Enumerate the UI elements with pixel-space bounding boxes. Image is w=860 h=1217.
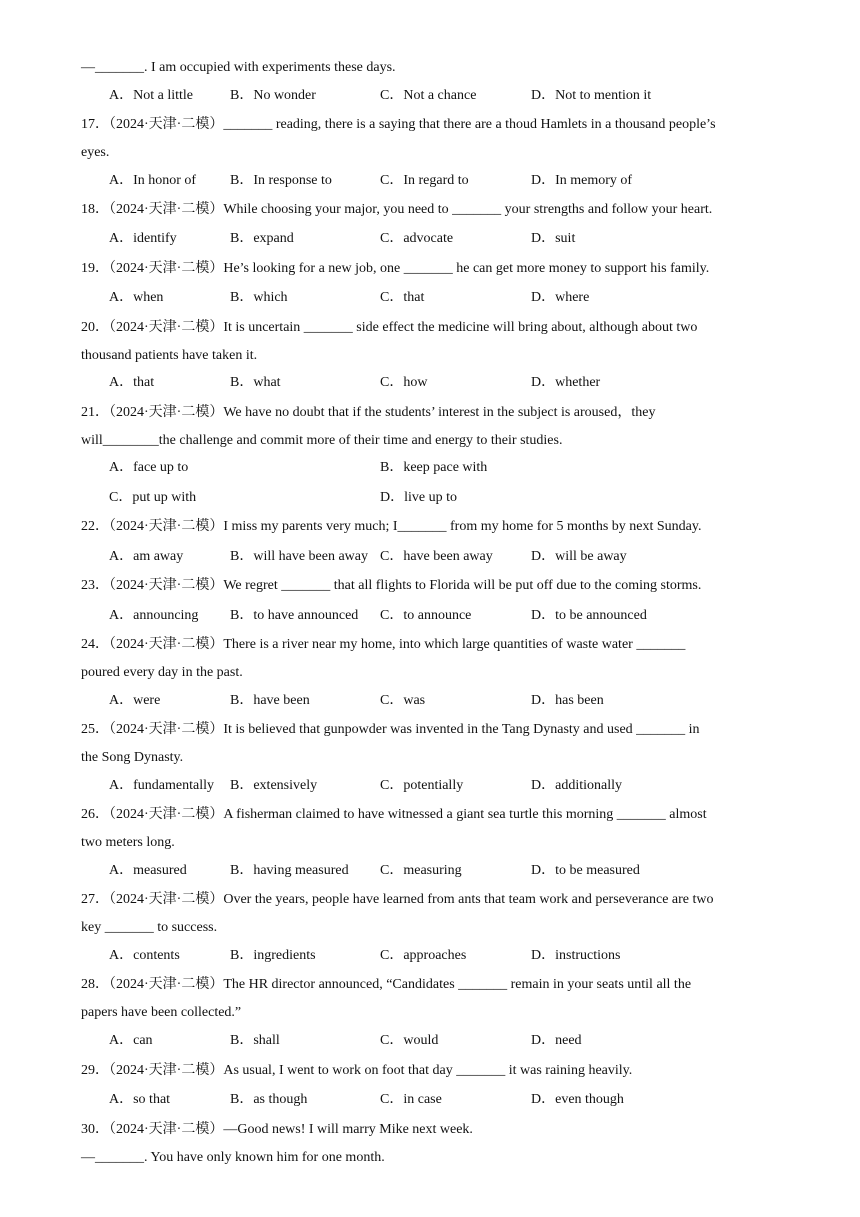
option-a: A．so that bbox=[109, 1092, 171, 1107]
option-b: B．what bbox=[230, 375, 281, 390]
option-c: C．In regard to bbox=[380, 173, 469, 188]
option-a: A．contents bbox=[109, 948, 180, 963]
option-a: A．am away bbox=[109, 549, 184, 564]
question-source: （2024·天津·二模） bbox=[109, 320, 224, 335]
option-d: D．even though bbox=[531, 1092, 624, 1107]
option-d: D．Not to mention it bbox=[531, 88, 652, 103]
question-stem-continued: will________the challenge and commit more of their time and energy to their studies. bbox=[81, 433, 563, 448]
question-stem bbox=[81, 116, 716, 134]
option-d: D．will be away bbox=[531, 549, 627, 564]
prev-reply-line: —_______. I am occupied with experiments these days. bbox=[81, 60, 396, 75]
question-text: Over the years, people have learned from ants that team work and perseverance are two bbox=[223, 892, 714, 907]
option-a: A．Not a little bbox=[109, 88, 193, 103]
option-d: D．live up to bbox=[380, 490, 457, 505]
option-a: A．can bbox=[109, 1033, 153, 1048]
question-number: 28． bbox=[81, 977, 109, 992]
option-a: A．identify bbox=[109, 231, 177, 246]
question-stem-continued: eyes. bbox=[81, 145, 110, 160]
question-text: I miss my parents very much; I_______ from my home for 5 months by next Sunday. bbox=[223, 519, 702, 534]
question-text: _______ reading, there is a saying that there are a thoud Hamlets in a thousand people’s bbox=[223, 117, 716, 132]
question-stem bbox=[81, 404, 655, 422]
question-source: （2024·天津·二模） bbox=[109, 807, 224, 822]
question-text: As usual, I went to work on foot that day _______ it was raining heavily. bbox=[223, 1063, 633, 1078]
question-text: It is uncertain _______ side effect the medicine will bring about, although about two bbox=[223, 320, 698, 335]
option-c: C．have been away bbox=[380, 549, 493, 564]
option-b: B．No wonder bbox=[230, 88, 316, 103]
option-c: C．advocate bbox=[380, 231, 454, 246]
question-source: （2024·天津·二模） bbox=[109, 977, 224, 992]
option-c: C．Not a chance bbox=[380, 88, 477, 103]
question-number: 25． bbox=[81, 722, 109, 737]
option-b: B．expand bbox=[230, 231, 294, 246]
question-source: （2024·天津·二模） bbox=[109, 722, 224, 737]
option-b: B．have been bbox=[230, 693, 310, 708]
option-b: B．as though bbox=[230, 1092, 308, 1107]
option-d: D．suit bbox=[531, 231, 576, 246]
question-text: There is a river near my home, into which large quantities of waste water _______ bbox=[223, 637, 686, 652]
question-source: （2024·天津·二模） bbox=[109, 578, 224, 593]
question-stem-continued: papers have been collected.” bbox=[81, 1005, 242, 1020]
question-source: （2024·天津·二模） bbox=[109, 892, 224, 907]
question-source: （2024·天津·二模） bbox=[109, 117, 224, 132]
question-number: 18． bbox=[81, 202, 109, 217]
question-stem bbox=[81, 260, 709, 278]
question-number: 30． bbox=[81, 1122, 109, 1137]
question-stem-continued: —_______. You have only known him for one month. bbox=[81, 1150, 385, 1165]
question-number: 29． bbox=[81, 1063, 109, 1078]
option-c: C．how bbox=[380, 375, 428, 390]
option-c: C．in case bbox=[380, 1092, 442, 1107]
question-stem bbox=[81, 518, 701, 536]
option-a: A．when bbox=[109, 290, 164, 305]
question-stem-continued: thousand patients have taken it. bbox=[81, 348, 258, 363]
question-stem bbox=[81, 721, 700, 739]
option-c: C．that bbox=[380, 290, 425, 305]
option-a: A．fundamentally bbox=[109, 778, 214, 793]
option-d: D．has been bbox=[531, 693, 604, 708]
question-source: （2024·天津·二模） bbox=[109, 1122, 224, 1137]
question-text: We regret _______ that all flights to Florida will be put off due to the coming storms. bbox=[223, 578, 702, 593]
question-number: 19． bbox=[81, 261, 109, 276]
question-number: 21． bbox=[81, 405, 109, 420]
question-number: 24． bbox=[81, 637, 109, 652]
question-text: It is believed that gunpowder was invented in the Tang Dynasty and used _______ in bbox=[223, 722, 700, 737]
question-stem bbox=[81, 891, 714, 909]
option-c: C．was bbox=[380, 693, 426, 708]
question-stem bbox=[81, 577, 701, 595]
option-a: A．face up to bbox=[109, 460, 189, 475]
question-source: （2024·天津·二模） bbox=[109, 405, 224, 420]
option-a: A．measured bbox=[109, 863, 187, 878]
option-c: C．would bbox=[380, 1033, 439, 1048]
question-text: —Good news! I will marry Mike next week. bbox=[223, 1122, 473, 1137]
question-text: The HR director announced, “Candidates _______ remain in your seats until all the bbox=[223, 977, 692, 992]
option-b: B．to have announced bbox=[230, 608, 359, 623]
question-number: 27． bbox=[81, 892, 109, 907]
option-a: A．that bbox=[109, 375, 155, 390]
question-text: He’s looking for a new job, one _______ he can get more money to support his family. bbox=[223, 261, 710, 276]
option-a: A．announcing bbox=[109, 608, 199, 623]
option-c: C．approaches bbox=[380, 948, 467, 963]
question-stem-continued: key _______ to success. bbox=[81, 920, 218, 935]
question-stem-continued: the Song Dynasty. bbox=[81, 750, 184, 765]
option-d: D．to be measured bbox=[531, 863, 640, 878]
question-number: 26． bbox=[81, 807, 109, 822]
question-stem-continued: poured every day in the past. bbox=[81, 665, 243, 680]
option-b: B．shall bbox=[230, 1033, 280, 1048]
option-c: C．put up with bbox=[109, 490, 197, 505]
question-stem bbox=[81, 1121, 473, 1139]
question-stem-continued: two meters long. bbox=[81, 835, 175, 850]
option-c: C．measuring bbox=[380, 863, 462, 878]
question-stem bbox=[81, 319, 697, 337]
option-c: C．potentially bbox=[380, 778, 464, 793]
question-source: （2024·天津·二模） bbox=[109, 202, 224, 217]
option-b: B．which bbox=[230, 290, 288, 305]
option-c: C．to announce bbox=[380, 608, 472, 623]
option-b: B．extensively bbox=[230, 778, 318, 793]
question-text: A fisherman claimed to have witnessed a giant sea turtle this morning _______ almost bbox=[223, 807, 707, 822]
question-number: 17． bbox=[81, 117, 109, 132]
option-d: D．instructions bbox=[531, 948, 621, 963]
question-stem bbox=[81, 636, 685, 654]
question-stem bbox=[81, 1062, 632, 1080]
question-stem bbox=[81, 201, 712, 219]
question-source: （2024·天津·二模） bbox=[109, 261, 224, 276]
question-text: We have no doubt that if the students’ interest in the subject is aroused，they bbox=[223, 405, 656, 420]
question-text: While choosing your major, you need to _______ your strengths and follow your heart. bbox=[223, 202, 713, 217]
question-source: （2024·天津·二模） bbox=[109, 519, 224, 534]
option-b: B．will have been away bbox=[230, 549, 369, 564]
option-d: D．to be announced bbox=[531, 608, 647, 623]
question-source: （2024·天津·二模） bbox=[109, 637, 224, 652]
question-stem bbox=[81, 806, 707, 824]
option-d: D．whether bbox=[531, 375, 601, 390]
question-number: 20． bbox=[81, 320, 109, 335]
option-a: A．were bbox=[109, 693, 161, 708]
question-source: （2024·天津·二模） bbox=[109, 1063, 224, 1078]
option-d: D．additionally bbox=[531, 778, 622, 793]
question-stem bbox=[81, 976, 691, 994]
question-number: 22． bbox=[81, 519, 109, 534]
option-d: D．need bbox=[531, 1033, 582, 1048]
option-b: B．ingredients bbox=[230, 948, 316, 963]
option-b: B．having measured bbox=[230, 863, 349, 878]
option-a: A．In honor of bbox=[109, 173, 197, 188]
question-number: 23． bbox=[81, 578, 109, 593]
option-b: B．In response to bbox=[230, 173, 332, 188]
option-b: B．keep pace with bbox=[380, 460, 488, 475]
option-d: D．In memory of bbox=[531, 173, 633, 188]
option-d: D．where bbox=[531, 290, 590, 305]
